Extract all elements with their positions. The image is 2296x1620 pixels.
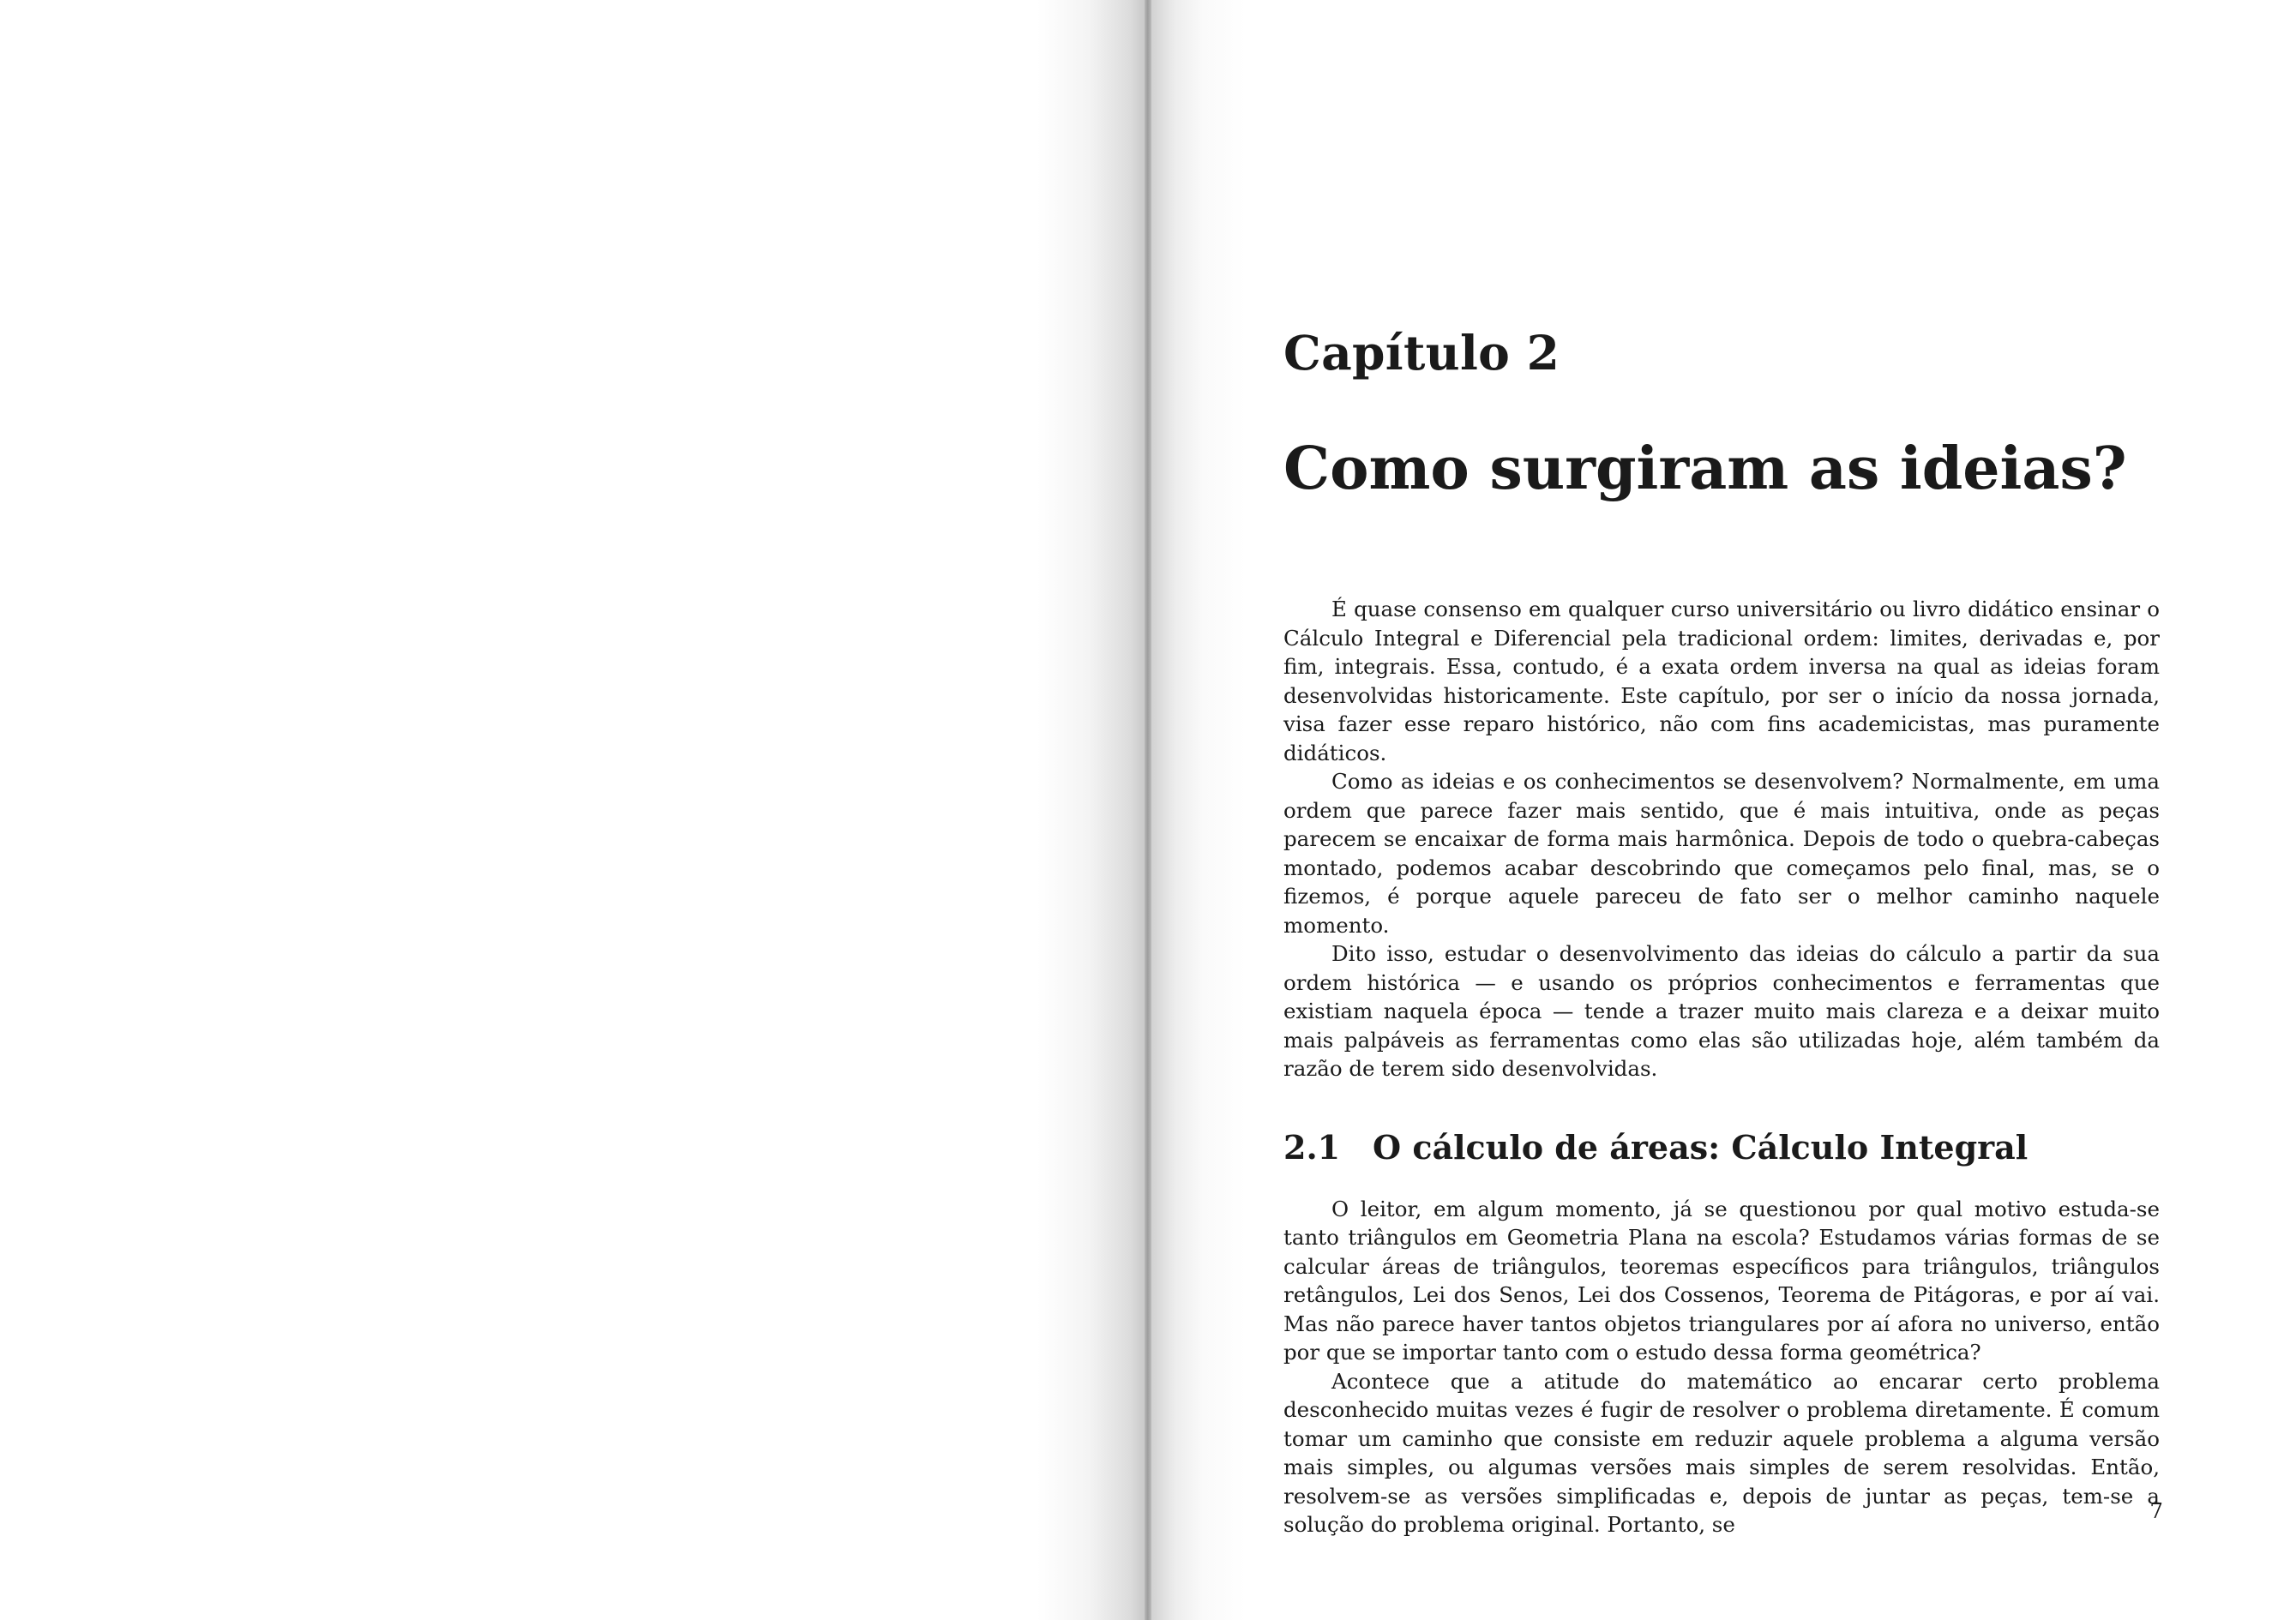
section-paragraph-2: Acontece que a atitude do matemático ao encarar certo problema desconhecido muitas vezes é fugir de resolver o problema diretamente. É comum tomar um caminho que consiste em reduzir aquele problema a alguma versão mais simples, ou algumas versões mais simples de serem resolvidas. Então, resolvem-se as versões simplificadas e, depois de juntar as peças, tem-se a solução do problema original. Portanto, se [1283,1368,2160,1537]
intro-paragraph-3: Dito isso, estudar o desenvolvimento das ideias do cálculo a partir da sua ordem histórica — e usando os próprios conhecimentos e ferramentas que existiam naquela época — tende a trazer muito mais clareza e a deixar muito mais palpáveis as ferramentas como elas são utilizadas hoje, além também da razão de terem sido desenvolvidas. [1283,941,2160,1081]
section-number: 2.1 [1283,1127,1341,1167]
page-number: 7 [2149,1498,2163,1523]
chapter-title: Como surgiram as ideias? [1283,435,2127,503]
intro-paragraph-2: Como as ideias e os conhecimentos se desenvolvem? Normalmente, em uma ordem que parece fazer mais sentido, que é mais intuitiva, onde as peças parecem se encaixar de forma mais harmônica. Depois de todo o quebra-cabeças montado, podemos acabar descobrindo que começamos pelo final, mas, se o fizemos, é porque aquele pareceu de fato ser o melhor caminho naquele momento. [1283,769,2160,938]
section-paragraph-1: O leitor, em algum momento, já se questionou por qual motivo estuda-se tanto triângulos em Geometria Plana na escola? Estudamos várias formas de se calcular áreas de triângulos, teoremas específicos para triângulos, triângulos retângulos, Lei dos Senos, Lei dos Cossenos, Teorema de Pitágoras, e por aí vai. Mas não parece haver tantos objetos triangulares por aí afora no universo, então por que se importar tanto com o estudo dessa forma geométrica? [1283,1196,2160,1365]
section-heading [1283,1127,2160,1167]
book-gutter [1145,0,1151,1620]
page-content [1283,309,2160,1539]
section-title: O cálculo de áreas: Cálculo Integral [1373,1127,2029,1167]
intro-paragraph-1: É quase consenso em qualquer curso universitário ou livro didático ensinar o Cálculo Integral e Diferencial pela tradicional ordem: limites, derivadas e, por fim, integrais. Essa, contudo, é a exata ordem inversa na qual as ideias foram desenvolvidas historicamente. Este capítulo, por ser o início da nossa jornada, visa fazer esse reparo histórico, não com fins academicistas, mas puramente didáticos. [1283,597,2160,765]
chapter-label: Capítulo 2 [1283,325,1560,381]
left-page-blank [0,0,1145,1620]
